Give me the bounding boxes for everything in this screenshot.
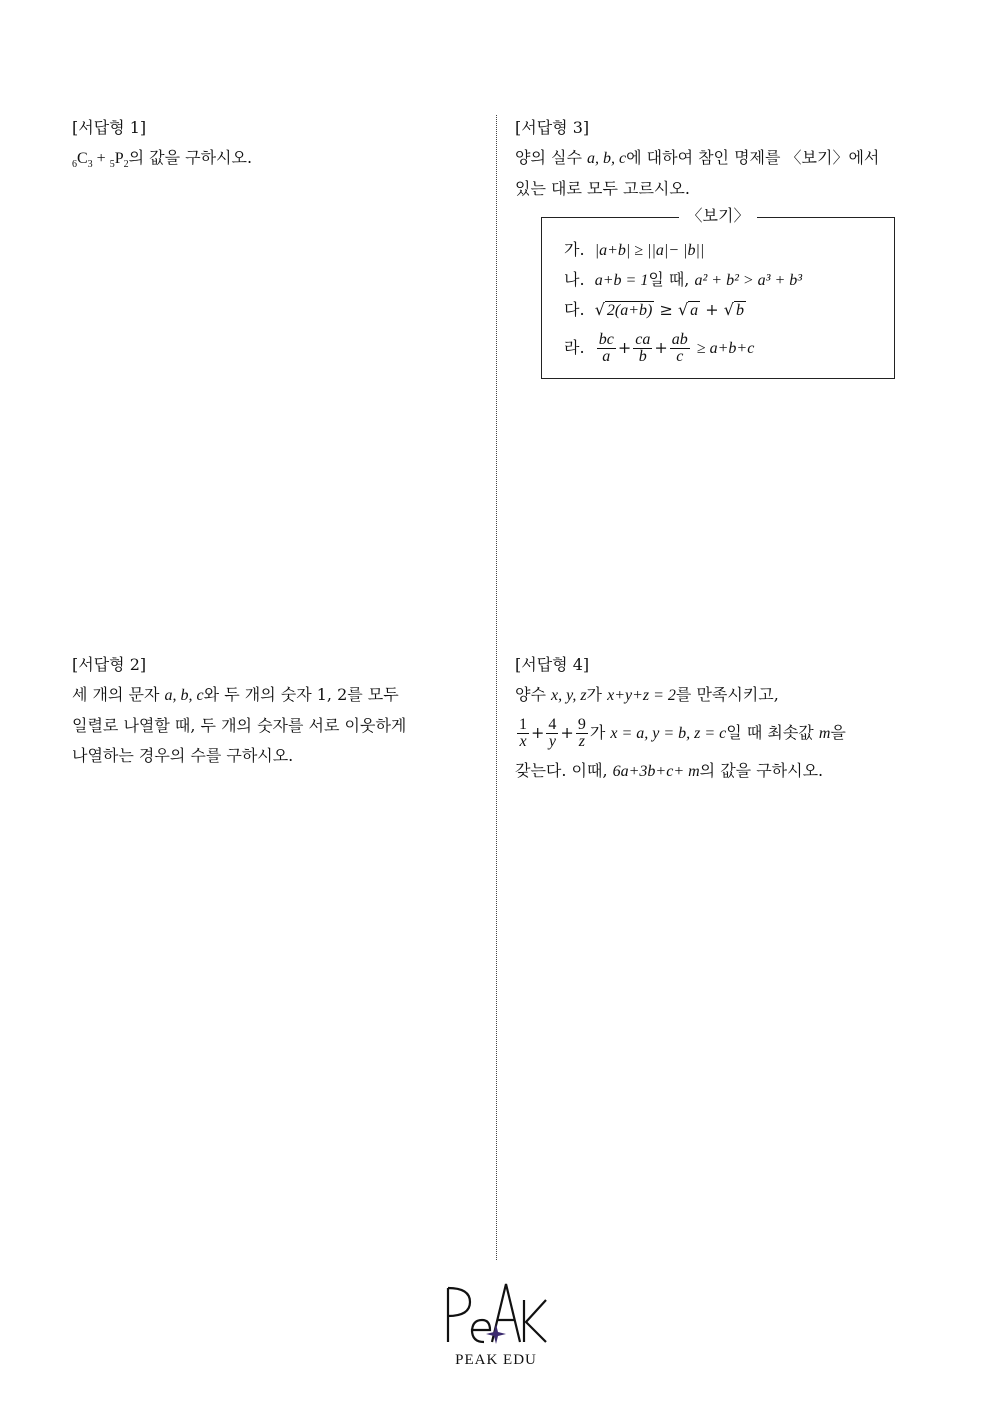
bogi-item-na: 나. a+b = 1일 때, a² + b² > a³ + b³ bbox=[564, 270, 803, 289]
column-divider bbox=[496, 115, 497, 1260]
question-1 bbox=[72, 113, 252, 180]
bogi-item-da: 다. √ 2(a+b) ≥ √ a + √ b bbox=[564, 300, 744, 319]
question-1-heading: [서답형 1] bbox=[72, 118, 147, 137]
question-3 bbox=[515, 113, 879, 204]
question-3-heading: [서답형 3] bbox=[515, 118, 590, 137]
logo-caption: PEAK EDU bbox=[455, 1352, 537, 1368]
bogi-box bbox=[541, 206, 895, 379]
question-4-heading: [서답형 4] bbox=[515, 655, 590, 674]
question-3-body: 양의 실수 a, b, c에 대하여 참인 명제를 〈보기〉에서 있는 대로 모두 고르시오. bbox=[515, 148, 880, 198]
question-1-body: $_6C_3 + _5P_2$의 값을 구하시오. bbox=[72, 148, 253, 171]
bogi-item-ra: 라. $\frac{bc}{a}$ + $\frac{ca}{b}$ + $\frac{ab}{c}$ ≥ a+b+c bbox=[564, 331, 755, 365]
bogi-title: 〈보기〉 bbox=[542, 206, 894, 226]
question-4-body: 양수 x, y, z가 x+y+z = 2를 만족시키고, $\frac{1}{x}$ + $\frac{4}{y}$ + $\frac{9}{z}$ 가 x = a, y = b, z = c일 때 최솟값 m을 갖는다. 이때, 6a+3b+c+ m의 값을 구하시오. bbox=[515, 685, 846, 780]
question-2-body: 세 개의 문자 a, b, c와 두 개의 숫자 1, 2를 모두 일렬로 나열할 때, 두 개의 숫자를 서로 이웃하게 나열하는 경우의 수를 구하시오. bbox=[72, 685, 407, 765]
question-2-heading: [서답형 2] bbox=[72, 655, 147, 674]
question-4 bbox=[515, 650, 846, 787]
bogi-item-ga: 가. |a+b| ≥ ||a|− |b|| bbox=[564, 240, 705, 259]
question-2 bbox=[72, 650, 406, 771]
